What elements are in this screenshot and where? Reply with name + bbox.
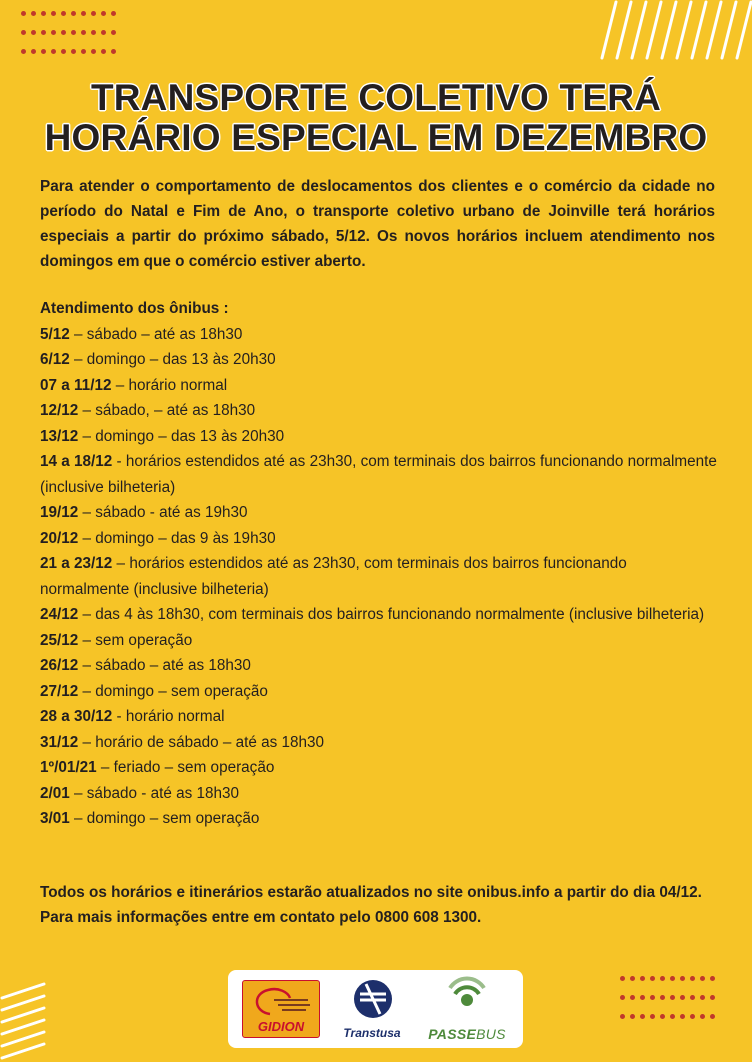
schedule-item-text: – feriado – sem operação <box>96 759 275 776</box>
schedule-item-date: 2/01 <box>40 784 70 802</box>
schedule-item <box>40 398 720 424</box>
schedule-item-date: 19/12 <box>40 504 79 521</box>
schedule-item-text: – horário normal <box>111 376 228 394</box>
schedule-item-date: 25/12 <box>40 631 79 649</box>
decorative-stripes-bottom-left <box>0 980 60 1060</box>
schedule-item <box>40 628 720 654</box>
schedule-item-text: – domingo – sem operação <box>69 810 260 827</box>
schedule-item-date: 27/12 <box>40 682 79 700</box>
schedule-item-date: 14 a 18/12 <box>40 453 113 470</box>
schedule-item-text: – das 4 às 18h30, com terminais dos bairros funcionando normalmente (inclusive bilheteria) <box>78 606 705 623</box>
schedule-item <box>40 602 720 628</box>
schedule-item-text: – domingo – das 13 às 20h30 <box>69 351 276 368</box>
schedule-item <box>40 730 720 756</box>
schedule-item-date: 5/12 <box>40 325 70 343</box>
schedule-item-text: – sábado - até as 19h30 <box>78 504 248 521</box>
schedule-item-date: 07 a 11/12 <box>40 376 112 394</box>
gidion-swoosh-icon <box>248 984 314 1018</box>
schedule-item-text: – domingo – sem operação <box>78 682 268 700</box>
passebus-word-b: BUS <box>476 1026 506 1042</box>
schedule-item-date: 21 a 23/12 <box>40 555 113 572</box>
schedule-item <box>40 781 720 807</box>
schedule-item <box>40 322 720 348</box>
schedule-item <box>40 424 720 450</box>
schedule-item-date: 26/12 <box>40 657 79 674</box>
schedule-item-text: – domingo – das 13 às 20h30 <box>78 427 285 445</box>
title-line-1: TRANSPORTE COLETIVO TERÁ <box>90 77 662 118</box>
schedule-item-date: 28 a 30/12 <box>40 708 113 725</box>
passebus-logo <box>424 976 510 1042</box>
decorative-dots-top-left <box>21 11 121 54</box>
schedule-item <box>40 347 720 373</box>
passebus-signal-icon <box>448 976 486 1020</box>
schedule-item <box>40 500 720 526</box>
schedule-item-date: 1º/01/21 <box>40 759 97 776</box>
schedule-item <box>40 373 720 399</box>
transtusa-logo <box>336 978 408 1040</box>
gidion-wordmark: GIDION <box>257 1019 305 1034</box>
schedule-item-text: – sábado, – até as 18h30 <box>78 402 256 419</box>
schedule-item-date: 13/12 <box>40 427 79 445</box>
schedule-item-date: 6/12 <box>40 351 70 368</box>
footer-line-2: Para mais informações entre em contato pelo 0800 608 1300. <box>40 909 482 926</box>
schedule-list <box>40 296 720 832</box>
schedule-item <box>40 449 720 500</box>
schedule-item-text: – sábado – até as 18h30 <box>78 657 251 674</box>
passebus-word-a: PASSE <box>428 1026 477 1042</box>
schedule-item <box>40 704 720 730</box>
decorative-stripes-top-right <box>442 0 752 60</box>
schedule-item-date: 3/01 <box>40 810 70 827</box>
schedule-item <box>40 551 720 602</box>
passebus-wordmark <box>424 1026 510 1042</box>
page-title <box>0 78 752 158</box>
transtusa-wordmark: Transtusa <box>343 1026 401 1040</box>
footer-text <box>40 880 715 930</box>
schedule-item-date: 20/12 <box>40 529 79 547</box>
intro-paragraph: Para atender o comportamento de deslocamentos dos clientes e o comércio da cidade no período do Natal e Fim de Ano, o transporte coletivo urbano de Joinville terá horários especiais a partir do próximo sábado, 5/12. Os novos horários incluem atendimento nos domingos em que o comércio estiver aberto. <box>40 178 715 270</box>
schedule-item-text: – domingo – das 9 às 19h30 <box>78 529 276 547</box>
footer-line-1: Todos os horários e itinerários estarão atualizados no site onibus.info a partir do dia 04/12. <box>40 884 702 901</box>
gidion-logo <box>242 980 320 1038</box>
schedule-item <box>40 653 720 679</box>
schedule-item-text: – sem operação <box>78 631 193 649</box>
schedule-item-text: – horário de sábado – até as 18h30 <box>78 733 325 751</box>
schedule-item-text: – sábado – até as 18h30 <box>69 325 243 343</box>
schedule-item-text: - horário normal <box>112 708 225 725</box>
schedule-item <box>40 526 720 552</box>
schedule-item-date: 31/12 <box>40 733 79 751</box>
schedule-item-text: – sábado - até as 18h30 <box>69 784 240 802</box>
transtusa-emblem-icon <box>352 978 394 1020</box>
title-line-2: HORÁRIO ESPECIAL EM DEZEMBRO <box>44 117 708 158</box>
schedule-item-text: – horários estendidos até as 23h30, com terminais dos bairros funcionando normalmente (inclusive bilheteria) <box>40 555 627 598</box>
schedule-item-text: - horários estendidos até as 23h30, com terminais dos bairros funcionando normalmente (inclusive bilheteria) <box>40 453 717 496</box>
schedule-item-date: 12/12 <box>40 402 79 419</box>
decorative-dots-bottom-right <box>620 976 720 1019</box>
schedule-item <box>40 755 720 781</box>
schedule-item <box>40 679 720 705</box>
schedule-item <box>40 806 720 832</box>
schedule-heading: Atendimento dos ônibus : <box>40 300 229 317</box>
sponsor-logos <box>228 970 523 1048</box>
schedule-item-date: 24/12 <box>40 606 79 623</box>
